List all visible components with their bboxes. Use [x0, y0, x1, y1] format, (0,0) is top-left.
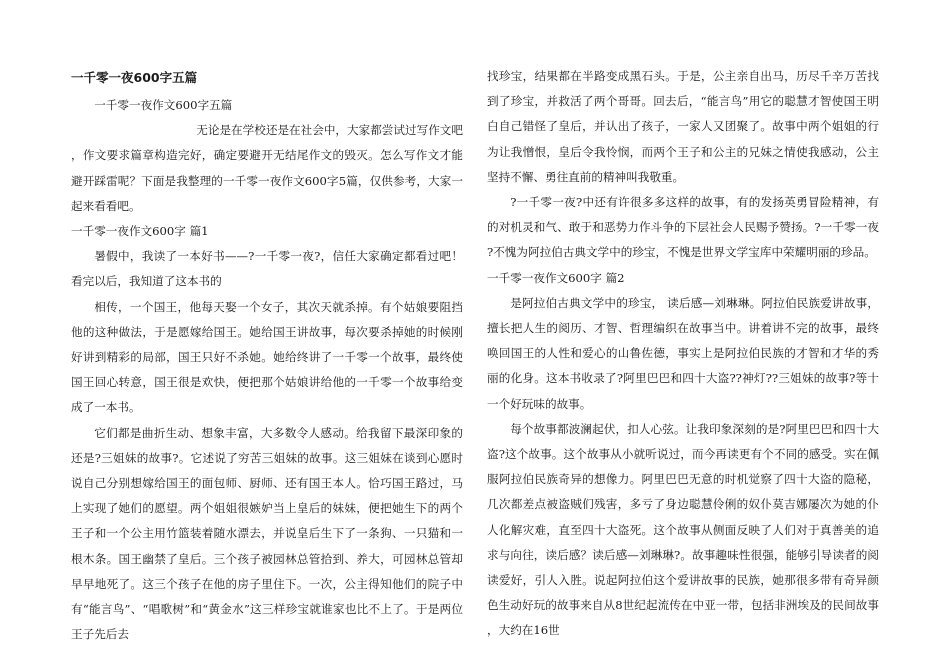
paragraph: 每个故事都波澜起伏，扣人心弦。让我印象深刻的是?阿里巴巴和四十大盗?这个故事。这个故事从小就听说过，而今再读更有个不同的感受。实在佩服阿拉伯民族奇异的想像力。阿里巴巴无意的时机觉察了四十大盗的隐秘，几次都差点被盗贼们残害，多亏了身边聪慧伶俐的奴仆莫吉娜屡次为她的仆人化解灾难，直至四十大盗死。这个故事从侧面反映了人们对于真善美的追求与向往，读后感？读后感—刘琳琳?。故事趣味性很强，能够引导读者的阅读爱好，引人入胜。说起阿拉伯这个爱讲故事的民族，她那很多带有奇异颜色生动好玩的故事来自从8世纪起流传在中亚一带，包括非洲埃及的民间故事，大约在16世	[487, 421, 879, 638]
document-title: 一千零一夜600字五篇	[71, 70, 198, 85]
paragraph: 无论是在学校还是在社会中，大家都尝试过写作文吧，作文要求篇章构造完好，确定要避开无结尾作文的毁灭。怎么写作文才能避开踩雷呢？下面是我整理的一千零一夜作文600字5篇，仅供参考，大家一起来看看吧。	[71, 123, 463, 213]
paragraph: 暑假中，我读了一本好书——?一千零一夜?，信任大家确定都看过吧！看完以后，我知道了这本书的	[71, 249, 463, 289]
paragraph: ?一千零一夜?中还有许很多多这样的故事，有的发扬英勇冒险精神，有的对机灵和气、敢于和恶势力作斗争的下层社会人民赐予赞扬。?一千零一夜?不愧为阿拉伯古典文学中的珍宝，不愧是世界文学宝库中荣耀明丽的珍品。	[487, 195, 879, 260]
paragraph: 相传，一个国王，他每天娶一个女子，其次天就杀掉。有个姑娘要阻挡他的这种做法，于是愿嫁给国王。她给国王讲故事，每次要杀掉她的时候刚好讲到精彩的局部，国王只好不杀她。她给终讲了一千零一个故事，最终使国王回心转意，国王很是欢快，便把那个姑娘讲给他的一千零一个故事给变成了一本书。	[71, 299, 463, 415]
section-heading: 一千零一夜作文600字 篇1	[71, 224, 209, 239]
paragraph: 是阿拉伯古典文学中的珍宝， 读后感—刘琳琳。阿拉伯民族爱讲故事，擅长把人生的阅历、才智、哲理编织在故事当中。讲着讲不完的故事，最终唤回国王的人性和爱心的山鲁佐德，事实上是阿拉伯民族的才智和才华的秀丽的化身。这本书收录了?阿里巴巴和四十大盗??神灯??三姐妹的故事?等十一个好玩味的故事。	[487, 295, 879, 411]
section-heading: 一千零一夜作文600字 篇2	[487, 270, 625, 285]
right-column	[487, 64, 879, 644]
paragraph: 找珍宝，结果都在半路变成黑石头。于是，公主亲自出马，历尽千辛万苦找到了珍宝，并救活了两个哥哥。回去后，“能言鸟”用它的聪慧才智使国王明白自己错怪了皇后，并认出了孩子，一家人又团聚了。故事中两个姐姐的行为让我憎恨，皇后令我怜悯，而两个王子和公主的兄妹之情使我感动，公主坚持不懈、勇往直前的精神叫我敬重。	[487, 69, 879, 184]
paragraph: 它们都是曲折生动、想象丰富，大多数令人感动。给我留下最深印象的还是?三姐妹的故事?。它述说了穷苦三姐妹的故事。这三姐妹在谈到心愿时说自己分别想嫁给国王的面包师、厨师、还有国王本人。恰巧国王路过，马上实现了她们的愿望。两个姐姐很嫉妒当上皇后的妹妹，便把她生下的两个王子和一个公主用竹篮装着随水漂去，并说皇后生下了一条狗、一只猫和一根木条。国王幽禁了皇后。三个孩子被园林总管拾到、养大，可园林总管却早早地死了。这三个孩子在他的房子里住下。一次，公主得知他们的院子中有“能言鸟”、“唱歌树”和“黄金水”这三样珍宝就谁家也比不上了。于是两位王子先后去	[71, 425, 463, 642]
paragraph: 一千零一夜作文600字五篇	[94, 98, 233, 112]
left-column	[71, 64, 463, 647]
